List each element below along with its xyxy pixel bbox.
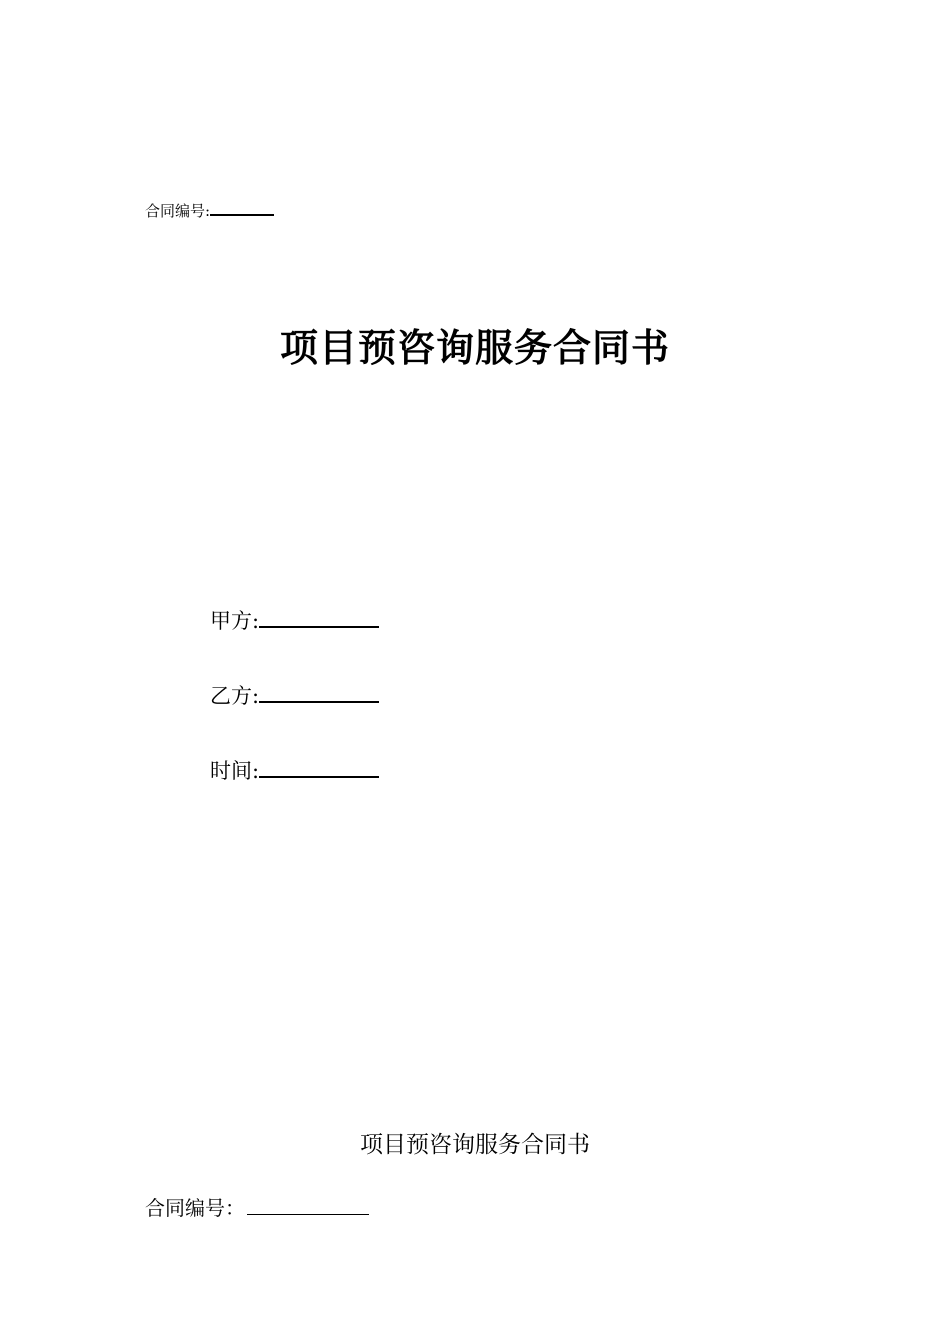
- document-title: 项目预咨询服务合同书: [279, 325, 670, 370]
- date-blank[interactable]: [259, 758, 379, 778]
- body-title: 项目预咨询服务合同书: [360, 1132, 590, 1158]
- party-b-blank[interactable]: [259, 683, 379, 703]
- party-a-label: 甲方:: [210, 609, 260, 633]
- party-a-blank[interactable]: [259, 608, 379, 628]
- contract-number-body-blank[interactable]: [247, 1194, 369, 1215]
- contract-number-blank[interactable]: [210, 200, 274, 216]
- date-label: 时间:: [210, 759, 260, 783]
- contract-number-label: 合同编号:: [145, 202, 211, 220]
- party-b-row: [210, 683, 379, 709]
- contract-number-body-label: 合同编号：: [145, 1196, 245, 1220]
- party-b-label: 乙方:: [210, 684, 260, 708]
- contract-number-body: [145, 1194, 369, 1221]
- party-a-row: [210, 608, 379, 634]
- contract-number-header: [145, 200, 274, 221]
- date-row: [210, 758, 379, 784]
